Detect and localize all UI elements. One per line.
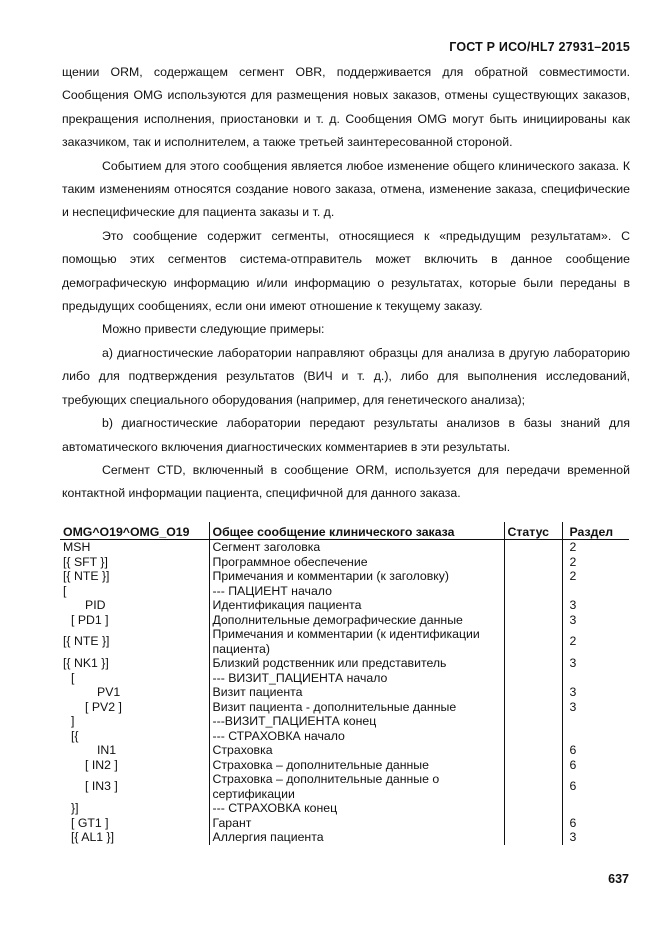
table-row — [60, 584, 629, 599]
segment-cell: [ IN3 ] — [85, 779, 118, 794]
segment-cell: }] — [71, 801, 79, 815]
table-row — [60, 540, 629, 555]
column-header-status: Статус — [504, 522, 562, 540]
table-row — [60, 627, 629, 656]
section-cell: 2 — [562, 555, 629, 570]
section-cell: 3 — [562, 656, 629, 671]
segment-table — [60, 522, 629, 845]
section-cell: 2 — [562, 569, 629, 584]
section-cell — [562, 729, 629, 744]
section-cell: 3 — [562, 613, 629, 628]
status-cell — [504, 685, 562, 700]
page-number: 637 — [608, 872, 629, 886]
paragraph: щении ORM, содержащем сегмент OBR, поддерживается для обратной совместимости. Сообщения OMG используются для размещения новых заказов, отмены существующих заказов, прекращения исполнения, приостановки и т. д. Сообщения OMG могут быть инициированы как заказчиком, так и исполнителем, а также третьей заинтересованной стороной. — [62, 65, 630, 150]
segment-cell: [{ NTE }] — [63, 634, 110, 649]
status-cell — [504, 743, 562, 758]
segment-cell: [{ SFT }] — [63, 554, 108, 569]
description-cell: Страховка – дополнительные данные о сертификации — [209, 772, 504, 801]
description-cell: --- СТРАХОВКА начало — [209, 729, 504, 744]
table-row — [60, 758, 629, 773]
section-cell: 3 — [562, 700, 629, 715]
table-row — [60, 569, 629, 584]
table-row — [60, 729, 629, 744]
section-cell: 6 — [562, 772, 629, 801]
description-cell: Сегмент заголовка — [209, 540, 504, 555]
segment-cell: [ — [63, 583, 67, 598]
description-cell: Визит пациента — [209, 685, 504, 700]
segment-cell: [ GT1 ] — [71, 815, 109, 830]
table-row — [60, 613, 629, 628]
description-cell: Аллергия пациента — [209, 830, 504, 845]
status-cell — [504, 700, 562, 715]
table-row — [60, 743, 629, 758]
segment-cell: IN1 — [97, 743, 117, 757]
status-cell — [504, 627, 562, 656]
table-row — [60, 671, 629, 686]
status-cell — [504, 772, 562, 801]
description-cell: Визит пациента - дополнительные данные — [209, 700, 504, 715]
section-cell: 6 — [562, 743, 629, 758]
description-cell: ---ВИЗИТ_ПАЦИЕНТА конец — [209, 714, 504, 729]
description-cell: Страховка — [209, 743, 504, 758]
table-header-row — [60, 522, 629, 540]
description-cell: Идентификация пациента — [209, 598, 504, 613]
paragraph: Это сообщение содержит сегменты, относящиеся к «предыдущим результатам». С помощью этих сегментов система-отправитель может включить в данное сообщение демографическую информацию и/или информацию о результатах, которые были переданы в предыдущих сообщениях, если они имеют отношение к текущему заказу. — [62, 228, 630, 314]
segment-cell: [{ AL1 }] — [71, 830, 115, 844]
status-cell — [504, 729, 562, 744]
status-cell — [504, 830, 562, 845]
list-item-b: b) диагностические лаборатории передают результаты анализов в базы знаний для автоматического включения диагностических комментариев в эти результаты. — [62, 416, 630, 454]
segment-cell: [ PV2 ] — [85, 699, 122, 714]
description-cell: Близкий родственник или представитель — [209, 656, 504, 671]
status-cell — [504, 540, 562, 555]
body-text — [62, 61, 630, 506]
segment-cell: ] — [71, 714, 75, 728]
section-cell: 2 — [562, 540, 629, 555]
description-cell: Программное обеспечение — [209, 555, 504, 570]
segment-cell: [ — [71, 670, 75, 685]
status-cell — [504, 555, 562, 570]
segment-cell: [{ NK1 }] — [63, 656, 109, 670]
status-cell — [504, 714, 562, 729]
description-cell: --- ВИЗИТ_ПАЦИЕНТА начало — [209, 671, 504, 686]
table-row — [60, 830, 629, 845]
segment-cell: PID — [85, 598, 106, 612]
description-cell: --- СТРАХОВКА конец — [209, 801, 504, 816]
description-cell: --- ПАЦИЕНТ начало — [209, 584, 504, 599]
section-cell: 3 — [562, 598, 629, 613]
table-row — [60, 801, 629, 816]
status-cell — [504, 569, 562, 584]
description-cell: Примечания и комментарии (к идентификации пациента) — [209, 627, 504, 656]
segment-cell: MSH — [63, 540, 91, 554]
paragraph: Можно привести следующие примеры: — [102, 322, 325, 337]
column-header-segment: OMG^O19^OMG_O19 — [60, 522, 209, 540]
segment-cell: [{ — [71, 728, 79, 743]
table-row — [60, 555, 629, 570]
status-cell — [504, 584, 562, 599]
status-cell — [504, 671, 562, 686]
list-item-a: a) диагностические лаборатории направляют образцы для анализа в другую лабораторию либо для подтверждения результатов (ВИЧ и т. д.), либо для выполнения исследований, требующих специального оборудования (например, для генетического анализа); — [62, 345, 630, 407]
table-row — [60, 772, 629, 801]
document-header: ГОСТ Р ИСО/HL7 27931–2015 — [449, 40, 630, 54]
segment-cell: [ PD1 ] — [71, 612, 109, 627]
status-cell — [504, 598, 562, 613]
table-body — [60, 540, 629, 845]
status-cell — [504, 816, 562, 831]
section-cell — [562, 584, 629, 599]
section-cell: 3 — [562, 830, 629, 845]
status-cell — [504, 656, 562, 671]
section-cell — [562, 801, 629, 816]
column-header-section: Раздел — [562, 522, 629, 540]
status-cell — [504, 758, 562, 773]
paragraph: Сегмент CTD, включенный в сообщение ORM, используется для передачи временной контактной информации пациента, специфичной для данного заказа. — [62, 462, 630, 501]
table-row — [60, 700, 629, 715]
table-row — [60, 656, 629, 671]
paragraph: Событием для этого сообщения является любое изменение общего клинического заказа. К таким изменениям относятся создание нового заказа, отмена, изменение заказа, специфические и неспецифические для пациента заказы и т. д. — [62, 158, 630, 220]
section-cell — [562, 714, 629, 729]
table-row — [60, 816, 629, 831]
section-cell: 6 — [562, 758, 629, 773]
segment-cell: [{ NTE }] — [63, 569, 110, 583]
description-cell: Гарант — [209, 816, 504, 831]
description-cell: Дополнительные демографические данные — [209, 613, 504, 628]
description-cell: Страховка – дополнительные данные — [209, 758, 504, 773]
description-cell: Примечания и комментарии (к заголовку) — [209, 569, 504, 584]
segment-cell: PV1 — [97, 685, 121, 699]
table-row — [60, 714, 629, 729]
status-cell — [504, 801, 562, 816]
section-cell — [562, 671, 629, 686]
status-cell — [504, 613, 562, 628]
table-row — [60, 685, 629, 700]
section-cell: 3 — [562, 685, 629, 700]
section-cell: 6 — [562, 816, 629, 831]
section-cell: 2 — [562, 627, 629, 656]
segment-cell: [ IN2 ] — [85, 757, 118, 772]
table-row — [60, 598, 629, 613]
column-header-description: Общее сообщение клинического заказа — [209, 522, 504, 540]
